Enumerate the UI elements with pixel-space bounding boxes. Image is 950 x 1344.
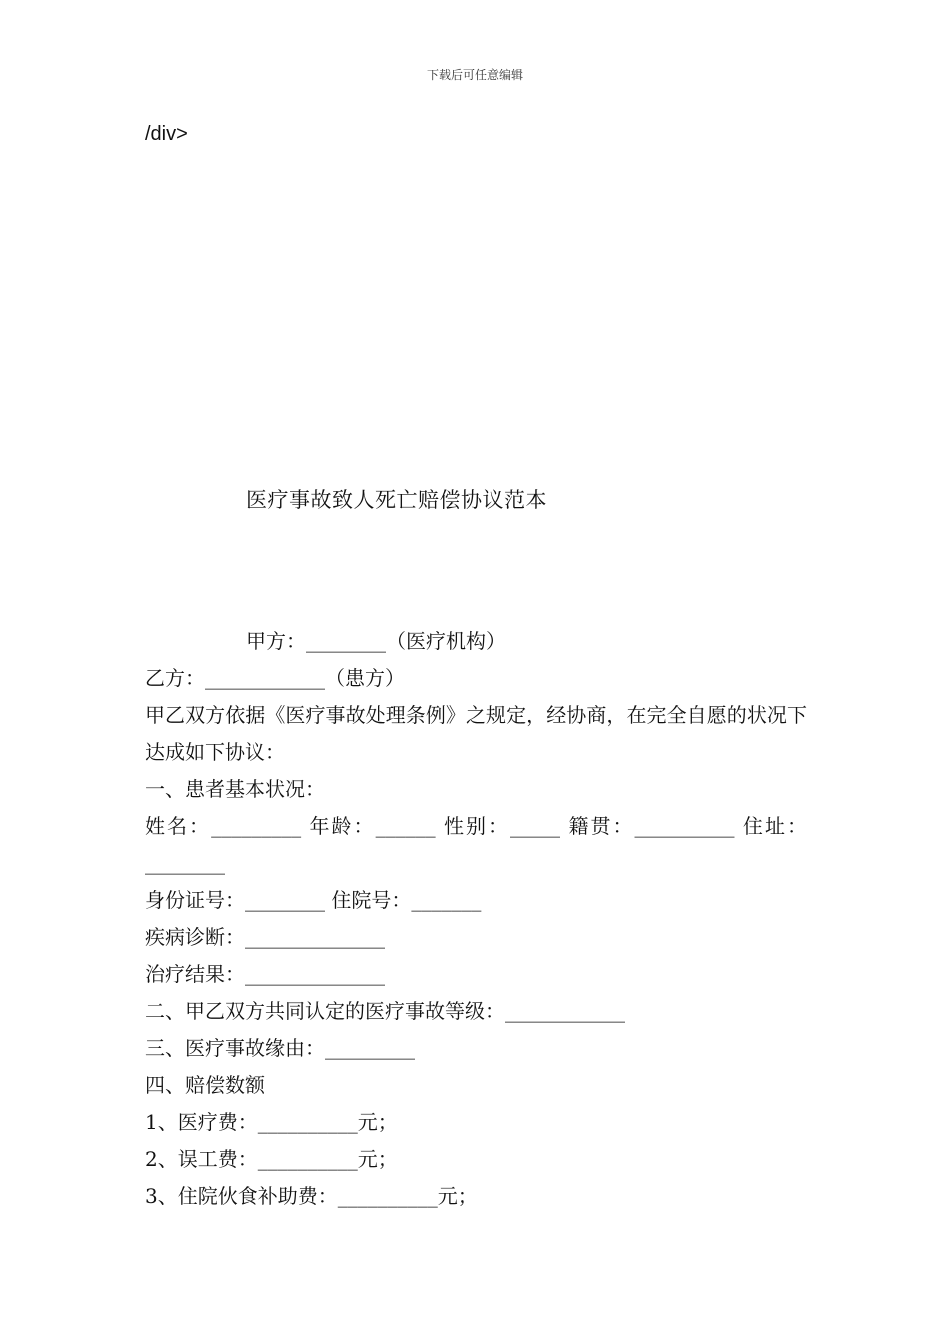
section-3-accident-cause: 三、医疗事故缘由：_________: [145, 1036, 415, 1060]
patient-info-line: 姓名：_________ 年龄：______ 性别：_____ 籍贯：__________ 住址：________: [145, 814, 807, 875]
document-title: 医疗事故致人死亡赔偿协议范本: [246, 488, 547, 512]
party-b-line: 乙方：____________（患方）: [145, 666, 405, 690]
section-4-heading: 四、赔偿数额: [145, 1073, 265, 1097]
compensation-item-meal-subsidy: 3、住院伙食补助费：__________元；: [145, 1184, 478, 1208]
compensation-item-medical: 1、医疗费：__________元；: [145, 1110, 398, 1134]
party-a-line: 甲方：________（医疗机构）: [246, 629, 506, 653]
compensation-item-lost-wages: 2、误工费：__________元；: [145, 1147, 398, 1171]
diagnosis-line: 疾病诊断：______________: [145, 925, 385, 949]
agreement-body: [145, 623, 807, 1215]
page-header-note: 下载后可任意编辑: [426, 68, 523, 82]
stray-code-fragment: /div>: [145, 123, 188, 145]
section-2-accident-level: 二、甲乙双方共同认定的医疗事故等级：____________: [145, 999, 625, 1023]
section-1-heading: 一、患者基本状况：: [145, 777, 325, 801]
preamble-paragraph: 甲乙双方依据《医疗事故处理条例》之规定，经协商，在完全自愿的状况下达成如下协议：: [145, 703, 807, 764]
id-number-line: 身份证号：________ 住院号：_______: [145, 888, 482, 912]
treatment-result-line: 治疗结果：______________: [145, 962, 385, 986]
